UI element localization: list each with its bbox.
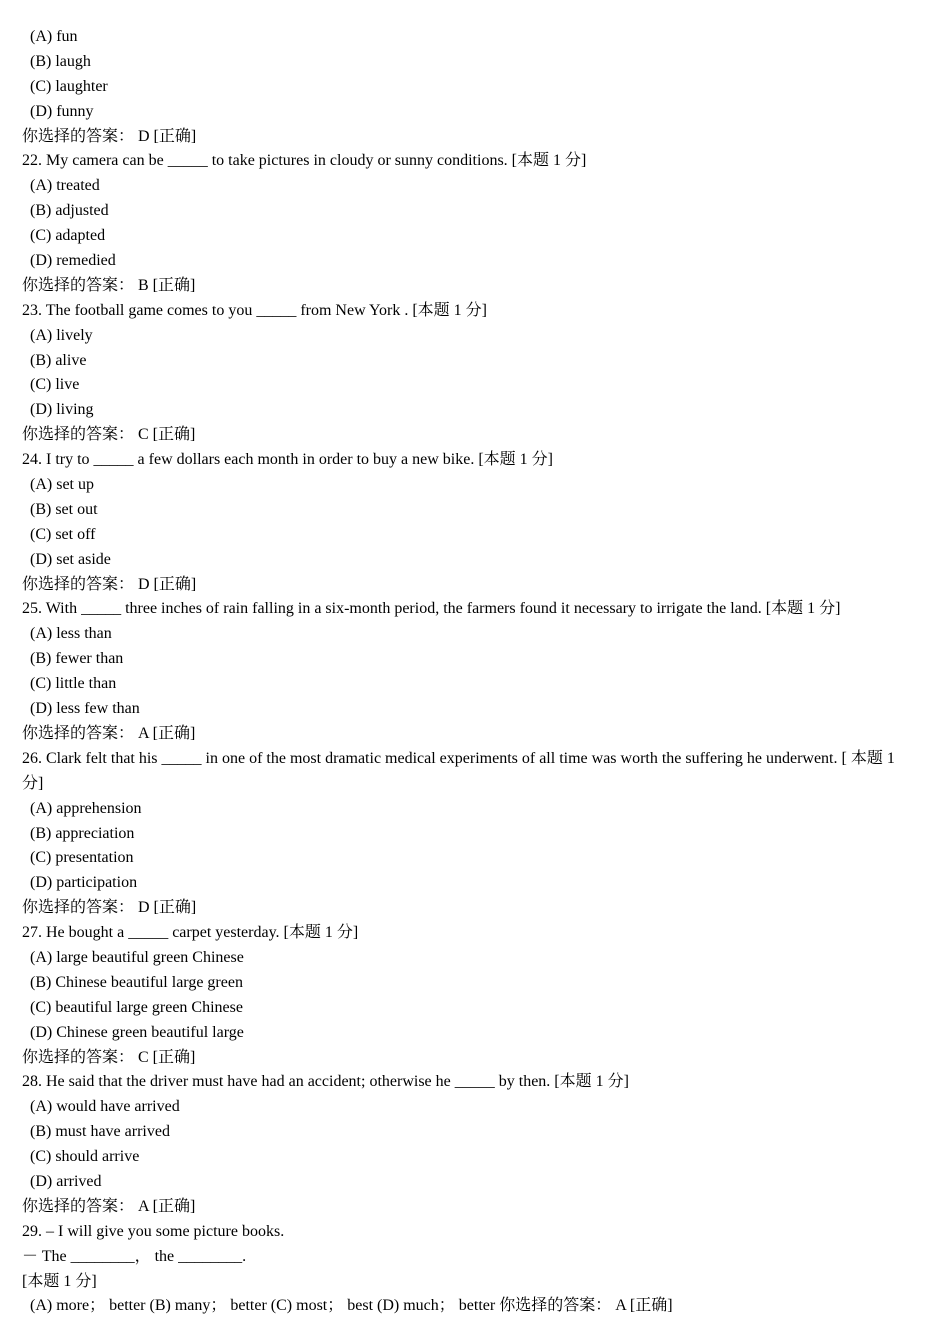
option-line: (B) laugh bbox=[30, 52, 91, 70]
question-line: 分] bbox=[22, 774, 44, 792]
option-line: (C) presentation bbox=[30, 849, 134, 867]
option-line: (D) set aside bbox=[30, 550, 111, 568]
question-line: 22. My camera can be _____ to take pictures in cloudy or sunny conditions. [本题 1 分] bbox=[22, 152, 587, 170]
option-line: (A) treated bbox=[30, 177, 100, 195]
question-line: 23. The football game comes to you _____ from New York . [本题 1 分] bbox=[22, 301, 487, 319]
option-line: (A) would have arrived bbox=[30, 1098, 180, 1116]
option-line: (D) arrived bbox=[30, 1172, 102, 1190]
option-line: (A) large beautiful green Chinese bbox=[30, 948, 244, 966]
option-line: (B) appreciation bbox=[30, 824, 135, 842]
option-line: (B) must have arrived bbox=[30, 1123, 170, 1141]
answer-line: 你选择的答案： B [正确] bbox=[22, 276, 196, 294]
option-line: (C) adapted bbox=[30, 227, 106, 245]
option-line: (A) lively bbox=[30, 326, 93, 344]
answer-line: 你选择的答案： D [正确] bbox=[22, 127, 197, 145]
option-line: (A) apprehension bbox=[30, 799, 142, 817]
option-line: (A) fun bbox=[30, 28, 78, 45]
question-line: 28. He said that the driver must have had an accident; otherwise he _____ by then. [本题 1 分] bbox=[22, 1073, 629, 1091]
option-line: (C) laughter bbox=[30, 77, 108, 95]
option-line: (B) fewer than bbox=[30, 650, 124, 668]
option-line: (D) funny bbox=[30, 102, 94, 120]
question-line: 24. I try to _____ a few dollars each month in order to buy a new bike. [本题 1 分] bbox=[22, 451, 553, 469]
option-line: (D) remedied bbox=[30, 252, 116, 270]
question-line: 25. With _____ three inches of rain falling in a six-month period, the farmers found it necessary to irrigate the land. [本题 1 分] bbox=[22, 600, 841, 618]
option-line: (C) live bbox=[30, 376, 80, 394]
option-line: (B) alive bbox=[30, 351, 87, 369]
option-line: (D) living bbox=[30, 401, 94, 419]
option-line: (A) less than bbox=[30, 625, 112, 643]
answer-line: 你选择的答案： D [正确] bbox=[22, 899, 197, 917]
question-line: 29. – I will give you some picture books. bbox=[22, 1222, 285, 1240]
answer-line: 你选择的答案： C [正确] bbox=[22, 426, 196, 444]
quiz-document bbox=[22, 25, 944, 1319]
dialogue-line: － The ________， the ________. bbox=[22, 1247, 247, 1265]
answer-line: 你选择的答案： A [正确] bbox=[22, 724, 196, 742]
option-line: (A) set up bbox=[30, 476, 94, 494]
answer-line: 你选择的答案： D [正确] bbox=[22, 575, 197, 593]
option-line: (D) less few than bbox=[30, 700, 140, 718]
option-line: (A) more； better (B) many； better (C) most； best (D) much； better 你选择的答案： A [正确] bbox=[30, 1297, 673, 1315]
option-line: (D) Chinese green beautiful large bbox=[30, 1023, 244, 1041]
option-line: (B) adjusted bbox=[30, 202, 109, 220]
option-line: (C) little than bbox=[30, 675, 117, 693]
option-line: (C) should arrive bbox=[30, 1148, 140, 1166]
answer-line: 你选择的答案： A [正确] bbox=[22, 1197, 196, 1215]
option-line: (B) Chinese beautiful large green bbox=[30, 973, 243, 991]
question-line: 27. He bought a _____ carpet yesterday. [本题 1 分] bbox=[22, 924, 359, 942]
answer-line: 你选择的答案： C [正确] bbox=[22, 1048, 196, 1066]
option-line: (C) beautiful large green Chinese bbox=[30, 998, 243, 1016]
option-line: (B) set out bbox=[30, 500, 98, 518]
option-line: (C) set off bbox=[30, 525, 96, 543]
score-line: [本题 1 分] bbox=[22, 1272, 97, 1290]
option-line: (D) participation bbox=[30, 874, 138, 892]
question-line: 26. Clark felt that his _____ in one of the most dramatic medical experiments of all time was worth the suffering he underwent. [ 本题 1 bbox=[22, 749, 895, 767]
